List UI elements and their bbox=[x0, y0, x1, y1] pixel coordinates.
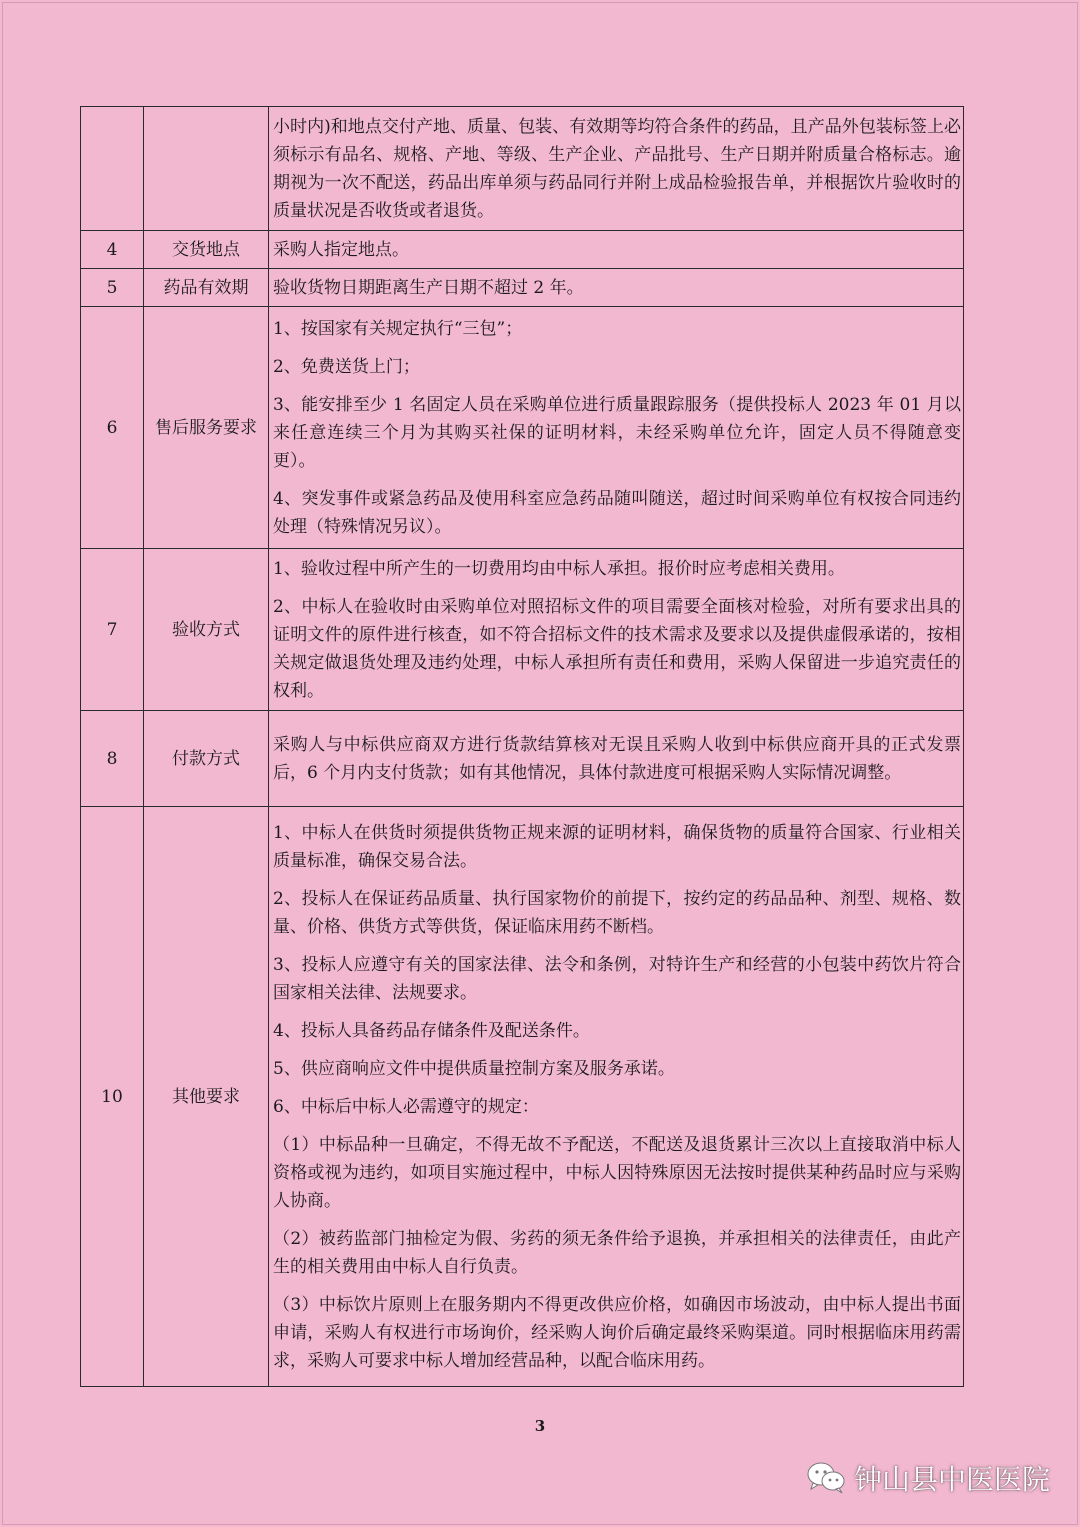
content-paragraph: 1、验收过程中所产生的一切费用均由中标人承担。报价时应考虑相关费用。 bbox=[273, 558, 845, 579]
content-paragraph: 2、投标人在保证药品质量、执行国家物价的前提下，按约定的药品品种、剂型、规格、数量、价格、供货方式等供货，保证临床用药不断档。 bbox=[273, 888, 961, 937]
content-paragraph: 5、供应商响应文件中提供质量控制方案及服务承诺。 bbox=[273, 1058, 675, 1079]
row-content bbox=[269, 807, 964, 1387]
content-paragraph: 4、突发事件或紧急药品及使用科室应急药品随叫随送，超过时间采购单位有权按合同违约处理（特殊情况另议）。 bbox=[273, 488, 961, 537]
content-paragraph: 2、中标人在验收时由采购单位对照招标文件的项目需要全面核对检验，对所有要求出具的证明文件的原件进行核查，如不符合招标文件的技术需求及要求以及提供虚假承诺的，按相关规定做退货处理及违约处理，中标人承担所有责任和费用，采购人保留进一步追究责任的权利。 bbox=[273, 596, 961, 701]
table-row bbox=[81, 107, 964, 231]
content-paragraph: 采购人与中标供应商双方进行货款结算核对无误且采购人收到中标供应商开具的正式发票后，6 个月内支付货款；如有其他情况，具体付款进度可根据采购人实际情况调整。 bbox=[273, 734, 961, 783]
account-watermark bbox=[806, 1458, 1050, 1498]
row-name: 验收方式 bbox=[144, 549, 269, 711]
watermark-text: 钟山县中医医院 bbox=[853, 1463, 1050, 1496]
row-content bbox=[269, 231, 964, 269]
content-paragraph: 采购人指定地点。 bbox=[273, 239, 409, 260]
table-row bbox=[81, 231, 964, 269]
row-name: 付款方式 bbox=[144, 711, 269, 807]
row-content bbox=[269, 307, 964, 549]
content-paragraph: （3）中标饮片原则上在服务期内不得更改供应价格，如确因市场波动，由中标人提出书面申请，采购人有权进行市场询价，经采购人询价后确定最终采购渠道。同时根据临床用药需求，采购人可要求中标人增加经营品种，以配合临床用药。 bbox=[273, 1294, 961, 1371]
content-paragraph: （2）被药监部门抽检定为假、劣药的须无条件给予退换，并承担相关的法律责任，由此产生的相关费用由中标人自行负责。 bbox=[273, 1228, 961, 1277]
content-paragraph: 2、免费送货上门； bbox=[273, 356, 420, 377]
row-content bbox=[269, 549, 964, 711]
content-paragraph: 验收货物日期距离生产日期不超过 2 年。 bbox=[273, 277, 584, 298]
content-paragraph: 3、能安排至少 1 名固定人员在采购单位进行质量跟踪服务（提供投标人 2023 年 01 月以来任意连续三个月为其购买社保的证明材料，未经采购单位允许，固定人员不得随意变更）。 bbox=[273, 394, 961, 471]
content-paragraph: 1、按国家有关规定执行“三包”； bbox=[273, 318, 523, 339]
content-paragraph: 4、投标人具备药品存储条件及配送条件。 bbox=[273, 1020, 590, 1041]
row-number: 6 bbox=[81, 307, 144, 549]
row-number: 5 bbox=[81, 269, 144, 307]
row-name bbox=[144, 107, 269, 231]
row-name: 药品有效期 bbox=[144, 269, 269, 307]
content-paragraph: 3、投标人应遵守有关的国家法律、法令和条例，对特许生产和经营的小包装中药饮片符合国家相关法律、法规要求。 bbox=[273, 954, 961, 1003]
wechat-icon bbox=[806, 1461, 846, 1495]
row-number: 4 bbox=[81, 231, 144, 269]
row-name: 售后服务要求 bbox=[144, 307, 269, 549]
row-number: 7 bbox=[81, 549, 144, 711]
row-content bbox=[269, 711, 964, 807]
page-number: 3 bbox=[534, 1417, 546, 1435]
row-name: 其他要求 bbox=[144, 807, 269, 1387]
table-row bbox=[81, 269, 964, 307]
content-paragraph: 小时内)和地点交付产地、质量、包装、有效期等均符合条件的药品，且产品外包装标签上必须标示有品名、规格、产地、等级、生产企业、产品批号、生产日期并附质量合格标志。逾期视为一次不配送，药品出库单须与药品同行并附上成品检验报告单，并根据饮片验收时的质量状况是否收货或者退货。 bbox=[273, 116, 961, 221]
requirements-table bbox=[80, 106, 964, 1387]
table-row bbox=[81, 711, 964, 807]
row-number bbox=[81, 107, 144, 231]
content-paragraph: 6、中标后中标人必需遵守的规定： bbox=[273, 1096, 539, 1117]
table-row bbox=[81, 807, 964, 1387]
row-number: 8 bbox=[81, 711, 144, 807]
row-content bbox=[269, 107, 964, 231]
table-row bbox=[81, 549, 964, 711]
table-row bbox=[81, 307, 964, 549]
row-content bbox=[269, 269, 964, 307]
row-number: 10 bbox=[81, 807, 144, 1387]
content-paragraph: （1）中标品种一旦确定，不得无故不予配送，不配送及退货累计三次以上直接取消中标人资格或视为违约，如项目实施过程中，中标人因特殊原因无法按时提供某种药品时应与采购人协商。 bbox=[273, 1134, 961, 1211]
row-name: 交货地点 bbox=[144, 231, 269, 269]
content-paragraph: 1、中标人在供货时须提供货物正规来源的证明材料，确保货物的质量符合国家、行业相关质量标准，确保交易合法。 bbox=[273, 822, 961, 871]
